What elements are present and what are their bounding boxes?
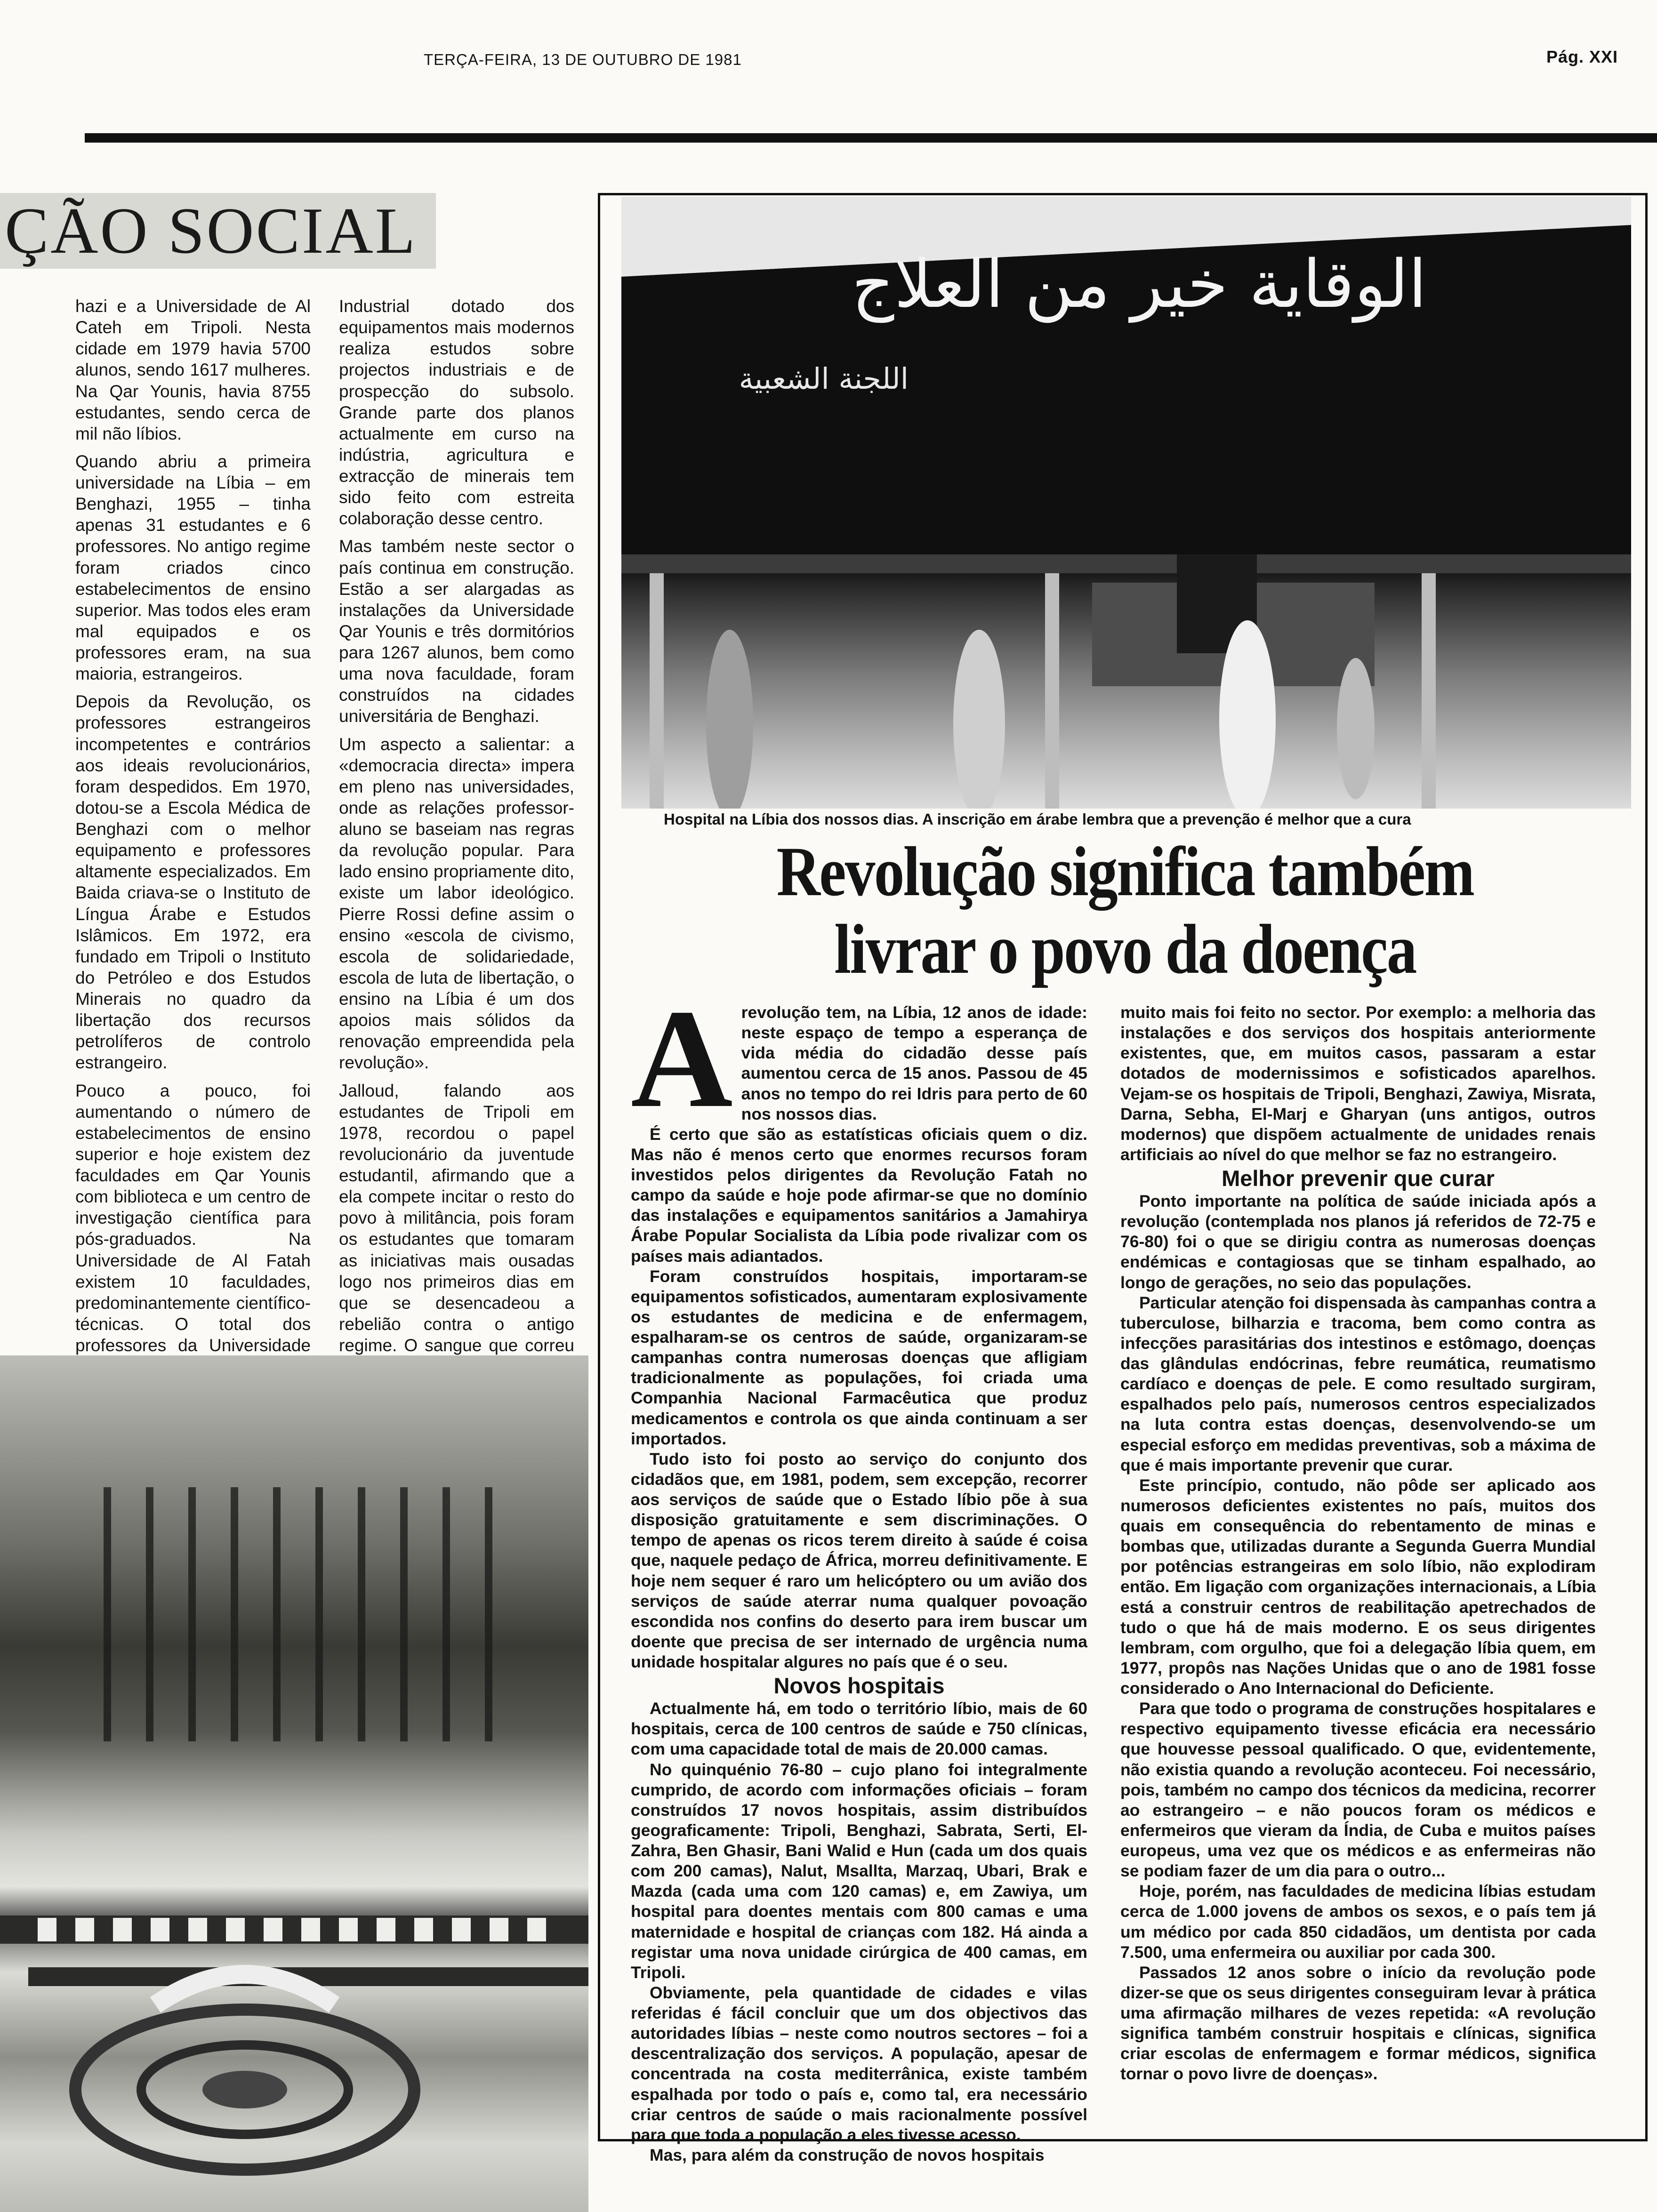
page-number: Pág. XXI — [1546, 47, 1618, 66]
paragraph: muito mais foi feito no sector. Por exemplo: a melhoria das instalações e dos serviços dos hospitais anteriormente existentes, que, em muitos casos, passaram a estar dotados de modernissimos e sofisticados aparelhos. Vejam-se os hospitais de Tripoli, Benghazi, Zawiya, Misrata, Darna, Sebha, El-Marj e Gharyan (uns antigos, outros modernos) que dispõem actualmente de unidades renais artificiais ao nível do que melhor se faz no estrangeiro. — [1120, 1003, 1596, 1164]
paragraph: Ponto importante na política de saúde iniciada após a revolução (contemplada nos planos já referidos de 72-75 e 76-80) foi o que se dirigiu contra as numerosas doenças endémicas e contagiosas que se tinham espalhado, ao longo de gerações, no seio das populações. — [1120, 1192, 1596, 1292]
paragraph: Mas também neste sector o país continua em construção. Estão a ser alargadas as instalações da Universidade Qar Younis e três dormitórios para 1267 alunos, bem como uma nova faculdade, foram construídos na cidades universitária de Benghazi. — [339, 537, 574, 726]
header-rule — [85, 133, 1657, 143]
aerial-photo-art — [0, 1355, 588, 2212]
left-column-1 — [75, 296, 311, 1475]
aerial-photo — [0, 1355, 588, 2212]
paragraph: Hoje, porém, nas faculdades de medicina líbias estudam cerca de 1.000 jovens de ambos os sexos, e o país tem já um médico por cada 850 cidadãos, um dentista por cada 7.500, uma enfermeira ou auxiliar por cada 300. — [1120, 1882, 1596, 1962]
paragraph: Este princípio, contudo, não pôde ser aplicado aos numerosos deficientes existentes no país, muitos dos quais em consequência do rebentamento de minas e bombas que, utilizadas durante a Segunda Guerra Mundial por potências estrangeiras em solo líbio, não explodiram então. Em ligação com organizações internacionais, a Líbia está a construir centros de reabilitação apetrechados de tudo o que há de mais moderno. E os seus dirigentes lembram, com orgulho, que foi a delegação líbia quem, em 1977, propôs nas Nações Unidas que o ano de 1981 fosse considerado o Ano Internacional do Deficiente. — [1120, 1475, 1596, 1698]
photo-caption: Hospital na Líbia dos nossos dias. A inscrição em árabe lembra que a prevenção é melhor que a cura — [664, 810, 1411, 828]
paragraph: hazi e a Universidade de Al Cateh em Tripoli. Nesta cidade em 1979 havia 5700 alunos, sendo 1617 mulheres. Na Qar Younis, havia 8755 estudantes, sendo cerca de mil não líbios. — [75, 297, 311, 443]
paragraph: Para que todo o programa de construções hospitalares e respectivo equipamento tivesse eficácia era necessário que houvesse pessoal qualificado. O que, evidentemente, não existia quando a revolução aconteceu. Foi necessário, pois, também no campo dos técnicos da medicina, recorrer ao estrangeiro – e não poucos foram os médicos e enfermeiros que vieram da Índia, de Cuba e muitos países europeus, uma vez que os médicos e as enfermeiras não se podiam fazer de um dia para o outro... — [1120, 1699, 1596, 1881]
section-title: ÇÃO SOCIAL — [0, 193, 436, 269]
headline-line-2: livrar o povo da doença — [834, 910, 1416, 988]
arabic-sign-large: الوقاية خير من العلاج — [852, 246, 1427, 323]
paragraph: Quando abriu a primeira universidade na Líbia – em Benghazi, 1955 – tinha apenas 31 estudantes e 6 professores. No antigo regime foram criados cinco estabelecimentos de ensino superior. Mas todos eles eram mal equipados e os professores eram, na sua maioria, estrangeiros. — [75, 451, 311, 684]
paragraph: Jalloud, falando aos estudantes de Tripoli em 1978, recordou o papel revolucionário da juventude estudantil, afirmando que a ela compete incitar o resto do povo à militância, pois foram os estudantes que tomaram as iniciativas mais ousadas logo nos primeiros dias em que se desencadeou a rebelião contra o antigo regime. O sangue que correu — [339, 1081, 574, 1355]
headline-line-1: Revolução significa também — [776, 833, 1474, 911]
paragraph: Tudo isto foi posto ao serviço do conjunto dos cidadãos que, em 1981, podem, sem excepção, recorrer aos serviços de saúde que o Estado líbio põe à sua disposição gratuitamente e sem discriminações. O tempo de apenas os ricos terem direito à saúde é coisa que, naquele pedaço de África, morreu definitivamente. E hoje nem sequer é raro um helicóptero ou um avião dos serviços de saúde aterrar numa qualquer povoação escondida nos confins do deserto para irem buscar um doente que precisa de ser internado de urgência numa unidade hospitalar algures no país que é o seu. — [631, 1449, 1087, 1671]
paragraph: Particular atenção foi dispensada às campanhas contra a tuberculose, bilharzia e tracoma, bem como contra as infecções parasitárias dos intestinos e estômago, doenças das glândulas endócrinas, febre reumática, reumatismo cardíaco e doenças de pele. E como resultado surgiram, espalhados pelo país, numerosos centros especializados na luta contra estas doenças, desenvolvendo-se um especial esforço em medidas preventivas, sob a máxima de que é mais importante prevenir que curar. — [1120, 1293, 1596, 1475]
arabic-sign-small: اللجنة الشعبية — [739, 361, 909, 396]
headline — [680, 833, 1570, 988]
paragraph: Industrial dotado dos equipamentos mais modernos realiza estudos sobre projectos industriais e de prospecção do subsolo. Grande parte dos planos actualmente em curso na indústria, agricultura e extracção de minerais tem sido feito com estreita colaboração desse centro. — [339, 297, 574, 529]
paragraph: Obviamente, pela quantidade de cidades e vilas referidas é fácil concluir que um dos objectivos das autoridades líbias – neste como noutros sectores – foi a descentralização dos serviços. A população, apesar de concentrada na costa mediterrânica, existe também espalhada por todo o país e, como tal, era necessário criar centros de saúde o mais racionalmente possível para que toda a população a eles tivesse acesso. — [631, 1983, 1087, 2144]
article-column-1 — [631, 980, 1087, 2165]
paragraph: É certo que são as estatísticas oficiais quem o diz. Mas não é menos certo que enormes recursos foram investidos pelos dirigentes da Revolução Fatah no campo da saúde e hoje pode afirmar-se que no domínio das instalações e equipamentos sanitários a Jamahirya Árabe Popular Socialista da Líbia pode rivalizar com os países mais adiantados. — [631, 1124, 1087, 1266]
drop-cap: A — [631, 980, 733, 1137]
paragraph: Depois da Revolução, os professores estrangeiros incompetentes e contrários aos ideais revolucionários, foram despedidos. Em 1970, dotou-se a Escola Médica de Benghazi com o melhor equipamento e professores altamente especializados. Em Baida criava-se o Instituto de Língua Árabe e Estudos Islâmicos. Em 1972, era fundado em Tripoli o Instituto do Petróleo e dos Estudos Minerais no quadro da libertação dos recursos petrolíferos de controlo estrangeiro. — [75, 692, 311, 1073]
lead-paragraph: revolução tem, na Líbia, 12 anos de idade: neste espaço de tempo a esperança de vida média do cidadão desse país aumentou cerca de 15 anos. Passou de 45 anos no tempo do rei Idris para perto de 60 nos nossos dias. — [741, 1003, 1087, 1123]
header-date: TERÇA-FEIRA, 13 DE OUTUBRO DE 1981 — [424, 51, 742, 68]
paragraph: Mas, para além da construção de novos hospitais — [650, 2145, 1045, 2164]
hospital-photo — [621, 197, 1631, 809]
paragraph: Foram construídos hospitais, importaram-se equipamentos sofisticados, aumentaram explosivamente os estudantes de medicina e de enfermagem, espalharam-se os centros de saúde, organizaram-se campanhas contra numerosas doenças que afligiam tradicionalmente as populações, foi criada uma Companhia Nacional Farmacêutica que produz medicamentos e controla os que ainda continuam a ser importados. — [631, 1266, 1087, 1448]
paragraph: Um aspecto a salientar: a «democracia directa» impera em pleno nas universidades, onde as relações professor-aluno se baseiam nas regras da revolução popular. Para lado ensino propriamente dito, existe um labor ideológico. Pierre Rossi define assim o ensino «escola de civismo, escola de solidariedade, escola de luta de libertação, o ensino na Líbia é um dos apoios mais sólidos da renovação empreendida pela revolução». — [339, 734, 574, 1073]
subhead-melhor-prevenir: Melhor prevenir que curar — [1222, 1166, 1495, 1191]
left-column-2 — [339, 296, 574, 1483]
subhead-novos-hospitais: Novos hospitais — [773, 1673, 945, 1699]
paragraph: Pouco a pouco, foi aumentando o número de estabelecimentos de ensino superior e hoje existem dez faculdades em Qar Younis com biblioteca e um centro de investigação científica para pós-graduados. Na Universidade de Al Fatah existem 10 faculdades, predominantemente científico-técnicas. O total dos professores da Universidade — [75, 1081, 311, 1355]
paragraph: No quinquénio 76-80 – cujo plano foi integralmente cumprido, de acordo com informações oficiais – foram construídos 17 novos hospitais, assim distribuídos geograficamente: Tripoli, Benghazi, Sabrata, Serti, El-Zahra, Ben Ghasir, Bani Walid e Hun (cada um dos quais com 200 camas), Nalut, Msallta, Marzaq, Ubari, Brak e Mazda (cada uma com 120 camas) e, em Zawiya, um hospital para doentes mentais com 800 camas e uma maternidade e hospital de crianças com 182. Há ainda a registar uma nova unidade cirúrgica de 400 camas, em Tripoli. — [631, 1760, 1087, 1982]
article-column-2 — [1120, 1002, 1596, 2084]
paragraph: Passados 12 anos sobre o início da revolução pode dizer-se que os seus dirigentes conseguiram levar à prática uma afirmação milhares de vezes repetida: «A revolução significa também construir hospitais e clínicas, significa criar escolas de enfermagem e formar médicos, significa tornar o povo livre de doenças». — [1120, 1963, 1596, 2084]
paragraph: Actualmente há, em todo o território líbio, mais de 60 hospitais, cerca de 100 centros de saúde e 750 clínicas, com uma capacidade total de mais de 20.000 camas. — [631, 1699, 1087, 1759]
